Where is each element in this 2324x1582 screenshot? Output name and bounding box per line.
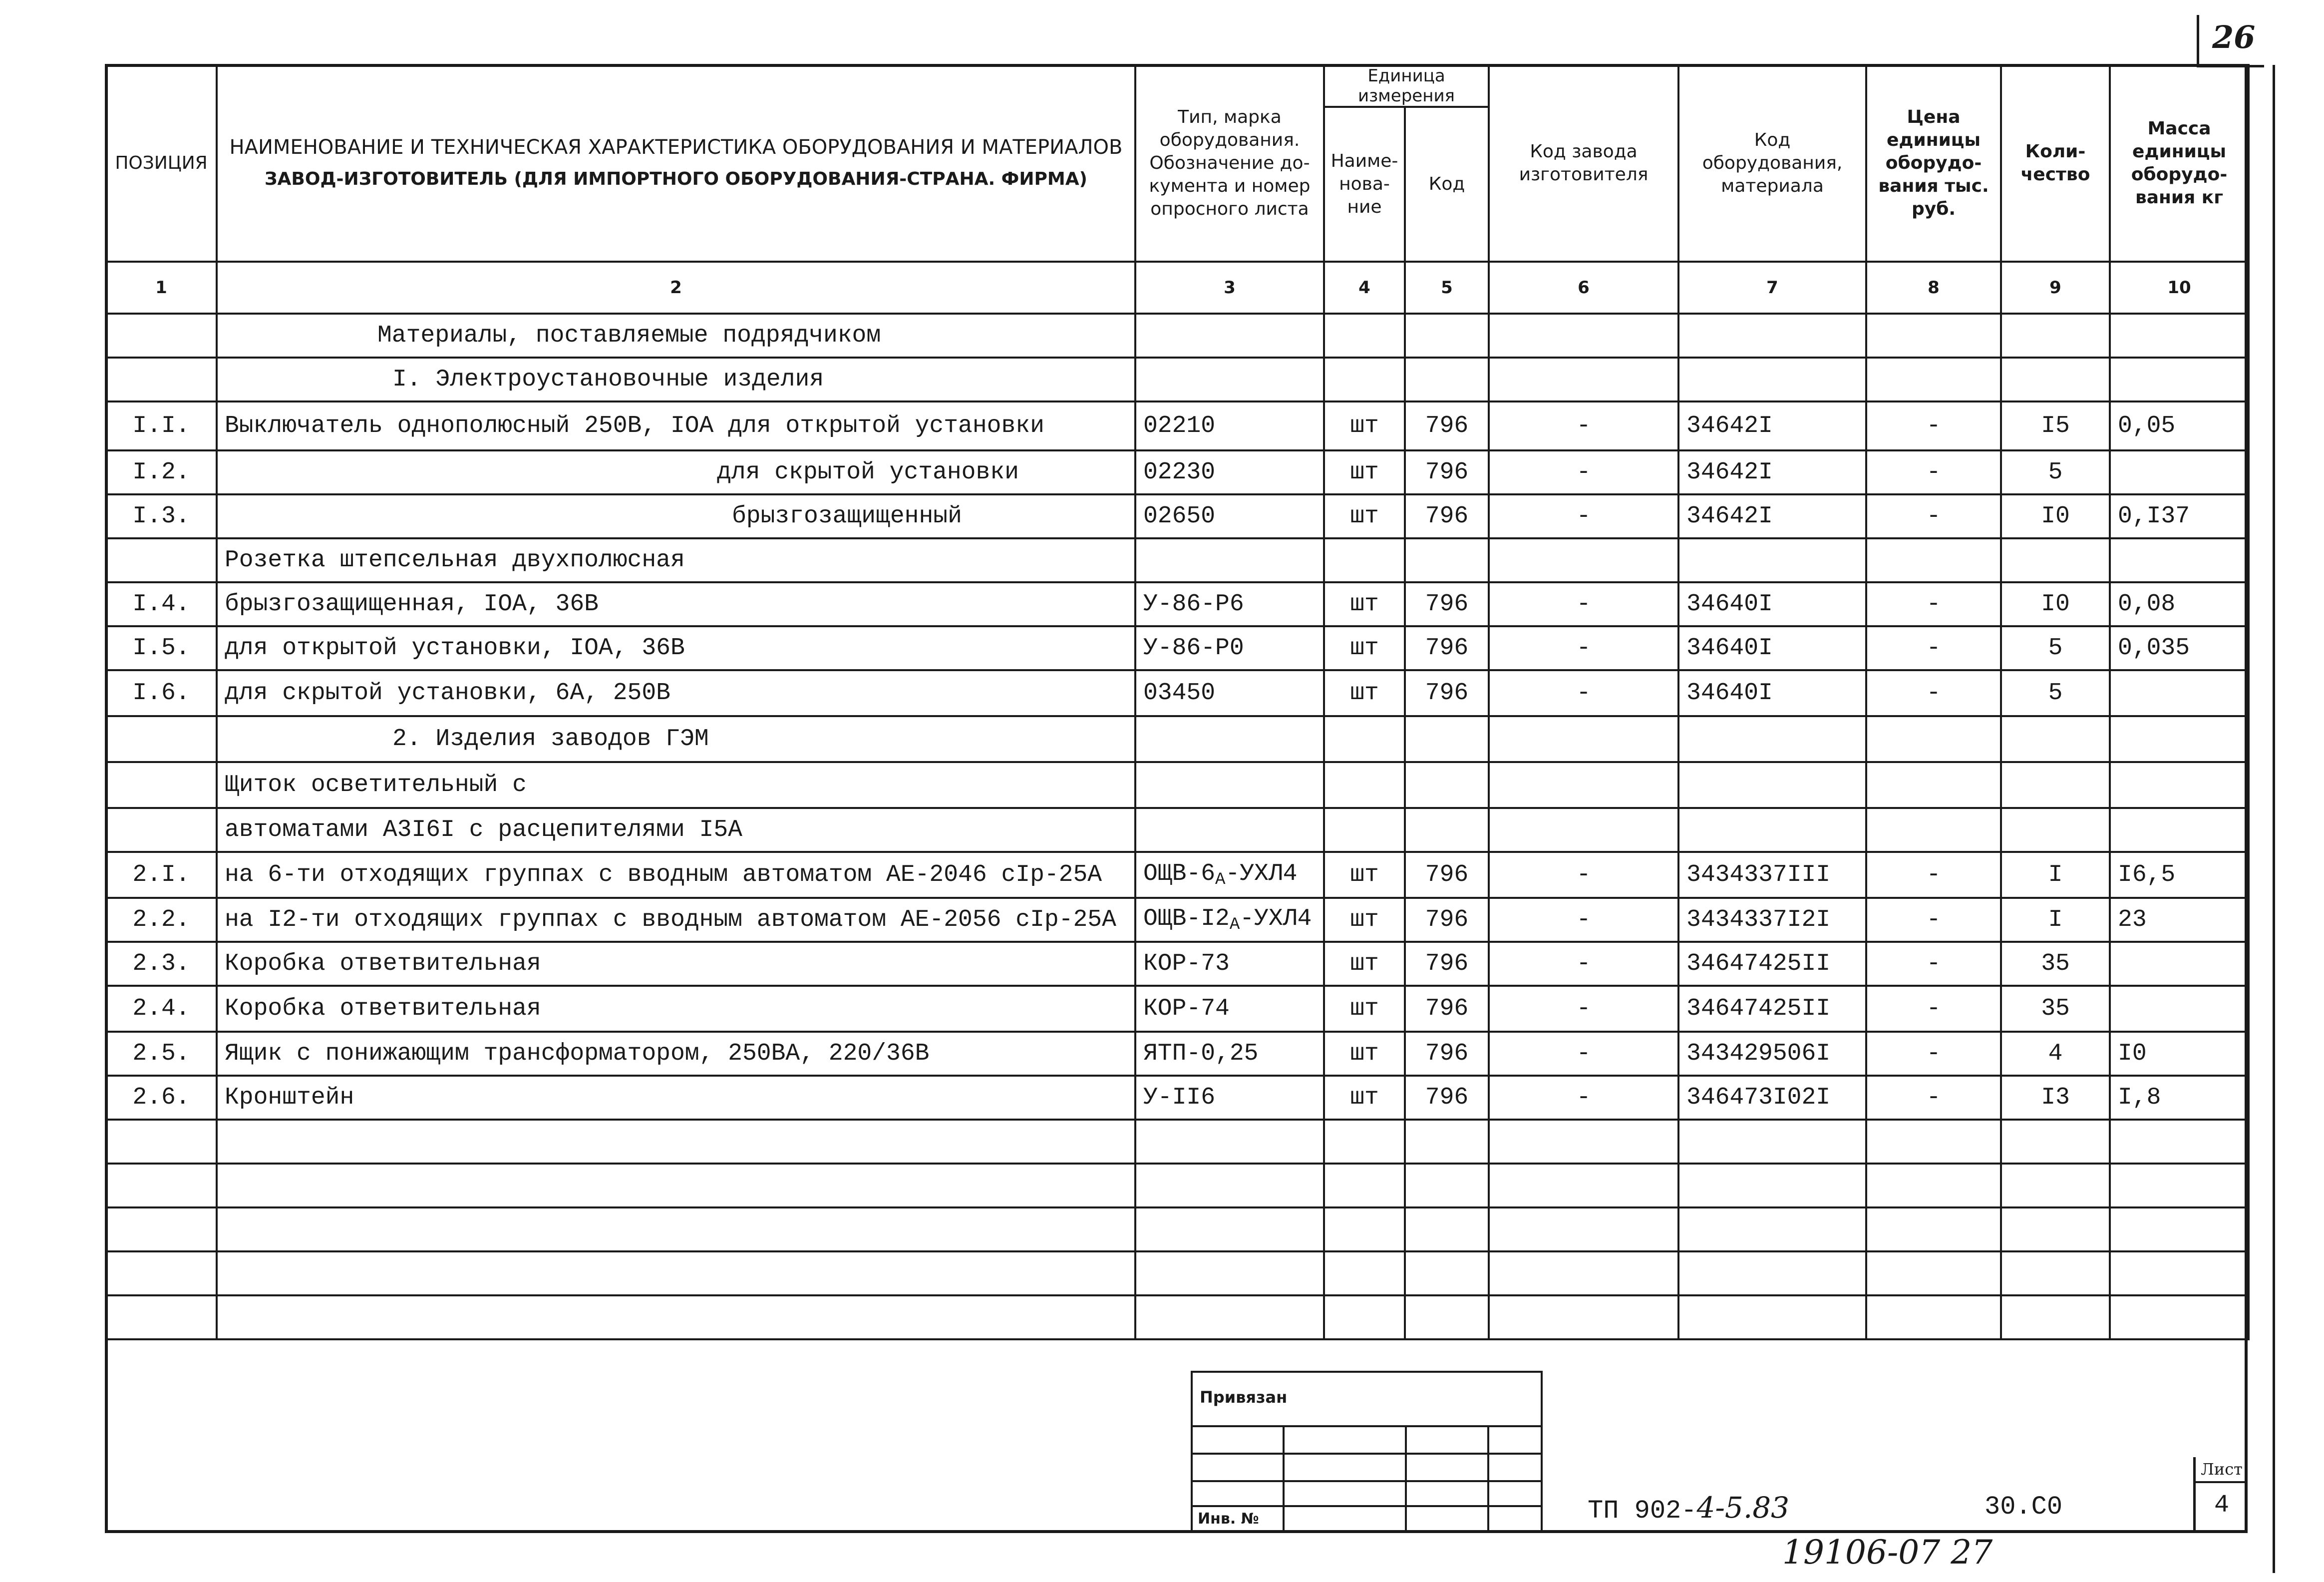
table-row [106, 942, 2249, 986]
cell-unit [1324, 538, 1405, 582]
cell-unit-code: 796 [1405, 942, 1489, 986]
cell-price: - [1866, 942, 2001, 986]
table-row [106, 582, 2249, 626]
cell-equipment-code: 34640I [1678, 626, 1866, 670]
cell-name: на 6-ти отходящих группах с вводным автоматом АЕ-2046 cIр-25А [217, 852, 1135, 898]
column-number: 7 [1678, 262, 1866, 314]
column-number: 8 [1866, 262, 2001, 314]
cell-price: - [1866, 494, 2001, 538]
cell-unit-code: 796 [1405, 898, 1489, 942]
cell-mass: I6,5 [2110, 852, 2249, 898]
cell-quantity [2001, 538, 2110, 582]
binding-stamp [1191, 1371, 1543, 1533]
cell-price: - [1866, 450, 2001, 494]
cell-unit [1324, 762, 1405, 808]
cell-factory-code [1489, 762, 1678, 808]
empty-row [106, 1251, 2249, 1295]
page-corner-box [2197, 15, 2264, 67]
header-type: Тип, марка оборудования. Обозначение до-кумента и номер опросного листа [1135, 65, 1324, 262]
cell-name: Материалы, поставляемые подрядчиком [217, 314, 1135, 358]
cell-factory-code: - [1489, 1032, 1678, 1076]
cell-unit: шт [1324, 898, 1405, 942]
cell-price: - [1866, 1076, 2001, 1120]
cell-name: для скрытой установки, 6А, 250В [217, 670, 1135, 716]
cell-factory-code [1489, 314, 1678, 358]
margin-line [2273, 65, 2275, 1573]
cell-mass: I,8 [2110, 1076, 2249, 1120]
cell-unit-code: 796 [1405, 986, 1489, 1032]
cell-factory-code [1489, 358, 1678, 401]
cell-unit-code: 796 [1405, 582, 1489, 626]
cell-position: I.2. [106, 450, 217, 494]
cell-name: Кронштейн [217, 1076, 1135, 1120]
specification-table [105, 64, 2250, 1340]
cell-equipment-code: 34640I [1678, 582, 1866, 626]
cell-price: - [1866, 401, 2001, 450]
cell-name: для скрытой установки [217, 450, 1135, 494]
header-name-line2: ЗАВОД-ИЗГОТОВИТЕЛЬ (ДЛЯ ИМПОРТНОГО ОБОРУДОВАНИЯ-СТРАНА. ФИРМА) [264, 169, 1088, 189]
cell-equipment-code: 34647425II [1678, 942, 1866, 986]
cell-type [1135, 358, 1324, 401]
header-position: ПОЗИЦИЯ [106, 65, 217, 262]
header-unit-group: Единица измерения [1324, 65, 1489, 107]
cell-equipment-code: 3434337III [1678, 852, 1866, 898]
cell-unit: шт [1324, 401, 1405, 450]
cell-price [1866, 314, 2001, 358]
cell-position: I.3. [106, 494, 217, 538]
cell-type: 02210 [1135, 401, 1324, 450]
cell-factory-code: - [1489, 898, 1678, 942]
cell-name: I. Электроустановочные изделия [217, 358, 1135, 401]
cell-price [1866, 808, 2001, 852]
cell-equipment-code: 34640I [1678, 670, 1866, 716]
section-row [106, 716, 2249, 762]
empty-row [106, 1164, 2249, 1207]
cell-price [1866, 762, 2001, 808]
cell-unit: шт [1324, 986, 1405, 1032]
cell-equipment-code: 34642I [1678, 494, 1866, 538]
cell-unit-code: 796 [1405, 450, 1489, 494]
cell-price: - [1866, 852, 2001, 898]
cell-name: Розетка штепсельная двухполюсная [217, 538, 1135, 582]
cell-position [106, 716, 217, 762]
cell-equipment-code [1678, 716, 1866, 762]
cell-type: 02230 [1135, 450, 1324, 494]
cell-position: 2.3. [106, 942, 217, 986]
cell-position: I.6. [106, 670, 217, 716]
cell-position: 2.I. [106, 852, 217, 898]
header-unit-name: Наиме-нова-ние [1324, 107, 1405, 262]
cell-factory-code: - [1489, 582, 1678, 626]
cell-mass [2110, 670, 2249, 716]
header-quantity: Коли-чество [2001, 65, 2110, 262]
type-tail: -УХЛ4 [1225, 860, 1298, 887]
cell-quantity: 4 [2001, 1032, 2110, 1076]
cell-equipment-code: 34642I [1678, 401, 1866, 450]
table-row [106, 852, 2249, 898]
sheet-number: 4 [2214, 1491, 2229, 1520]
document-code [1588, 1491, 1789, 1526]
sheet-label: Лист [2201, 1460, 2243, 1479]
cell-position: 2.6. [106, 1076, 217, 1120]
cell-name: для открытой установки, IОА, 36В [217, 626, 1135, 670]
column-number: 10 [2110, 262, 2249, 314]
cell-name: Коробка ответвительная [217, 942, 1135, 986]
cell-factory-code: - [1489, 450, 1678, 494]
cell-unit-code: 796 [1405, 401, 1489, 450]
cell-factory-code: - [1489, 494, 1678, 538]
cell-type [1135, 762, 1324, 808]
cell-price: - [1866, 986, 2001, 1032]
cell-factory-code: - [1489, 852, 1678, 898]
cell-position: 2.2. [106, 898, 217, 942]
cell-factory-code [1489, 808, 1678, 852]
cell-mass [2110, 808, 2249, 852]
cell-quantity: I [2001, 852, 2110, 898]
empty-row [106, 1295, 2249, 1339]
cell-price: - [1866, 626, 2001, 670]
column-number: 4 [1324, 262, 1405, 314]
cell-type: 02650 [1135, 494, 1324, 538]
cell-mass [2110, 314, 2249, 358]
cell-mass [2110, 538, 2249, 582]
cell-mass [2110, 716, 2249, 762]
type-subscript: А [1215, 870, 1226, 889]
column-number: 1 [106, 262, 217, 314]
cell-type [1135, 808, 1324, 852]
header-mass: Масса единицы оборудо-вания кг [2110, 65, 2249, 262]
cell-equipment-code [1678, 538, 1866, 582]
column-number: 2 [217, 262, 1135, 314]
cell-quantity: I0 [2001, 494, 2110, 538]
cell-position [106, 314, 217, 358]
column-number: 9 [2001, 262, 2110, 314]
table-row [106, 401, 2249, 450]
type-subscript: А [1229, 915, 1240, 934]
cell-type: КОР-73 [1135, 942, 1324, 986]
cell-factory-code [1489, 716, 1678, 762]
cell-unit [1324, 314, 1405, 358]
table-row [106, 538, 2249, 582]
cell-quantity: 5 [2001, 450, 2110, 494]
inventory-label: Инв. № [1198, 1510, 1259, 1528]
cell-mass [2110, 762, 2249, 808]
cell-position: 2.5. [106, 1032, 217, 1076]
cell-mass: 23 [2110, 898, 2249, 942]
empty-row [106, 1120, 2249, 1164]
cell-unit: шт [1324, 626, 1405, 670]
cell-price: - [1866, 898, 2001, 942]
cell-position: 2.4. [106, 986, 217, 1032]
cell-type: КОР-74 [1135, 986, 1324, 1032]
cell-position [106, 538, 217, 582]
cell-unit-code [1405, 358, 1489, 401]
header-factory-code: Код завода изготовителя [1489, 65, 1678, 262]
table-row [106, 626, 2249, 670]
cell-name: Ящик с понижающим трансформатором, 250ВА, 220/36В [217, 1032, 1135, 1076]
type-main: ОЩВ-I2 [1143, 905, 1230, 932]
section-row [106, 358, 2249, 401]
cell-factory-code: - [1489, 942, 1678, 986]
cell-quantity: I5 [2001, 401, 2110, 450]
column-number: 6 [1489, 262, 1678, 314]
cell-unit-code: 796 [1405, 1076, 1489, 1120]
cell-name: Щиток осветительный с [217, 762, 1135, 808]
section-row [106, 314, 2249, 358]
cell-unit-code: 796 [1405, 494, 1489, 538]
cell-equipment-code: 343429506I [1678, 1032, 1866, 1076]
column-number: 3 [1135, 262, 1324, 314]
cell-unit-code [1405, 808, 1489, 852]
cell-unit-code: 796 [1405, 670, 1489, 716]
cell-quantity: I3 [2001, 1076, 2110, 1120]
table-row [106, 494, 2249, 538]
document-code-print: ТП 902- [1588, 1496, 1697, 1526]
table-row [106, 1076, 2249, 1120]
cell-unit: шт [1324, 1076, 1405, 1120]
document-code-hand: 4-5.83 [1696, 1491, 1790, 1525]
cell-unit-code [1405, 762, 1489, 808]
cell-quantity: 5 [2001, 626, 2110, 670]
cell-mass [2110, 450, 2249, 494]
cell-quantity [2001, 808, 2110, 852]
cell-type [1135, 314, 1324, 358]
cell-factory-code: - [1489, 670, 1678, 716]
handwritten-number: 19106-07 27 [1782, 1533, 1993, 1572]
cell-unit-code [1405, 716, 1489, 762]
table-row [106, 986, 2249, 1032]
cell-mass [2110, 942, 2249, 986]
cell-quantity: I0 [2001, 582, 2110, 626]
cell-quantity: 35 [2001, 942, 2110, 986]
column-number: 5 [1405, 262, 1489, 314]
cell-position [106, 358, 217, 401]
cell-price [1866, 538, 2001, 582]
cell-type: У-II6 [1135, 1076, 1324, 1120]
cell-price [1866, 716, 2001, 762]
page-corner-number: 26 [2212, 19, 2256, 55]
cell-quantity [2001, 762, 2110, 808]
cell-mass: 0,05 [2110, 401, 2249, 450]
cell-price: - [1866, 670, 2001, 716]
cell-name: на I2-ти отходящих группах с вводным автоматом АЕ-2056 cIр-25А [217, 898, 1135, 942]
cell-mass: 0,I37 [2110, 494, 2249, 538]
table-row [106, 762, 2249, 808]
empty-row [106, 1207, 2249, 1251]
cell-name: брызгозащищенная, IОА, 36В [217, 582, 1135, 626]
cell-name: Коробка ответвительная [217, 986, 1135, 1032]
table-row [106, 898, 2249, 942]
type-main: ОЩВ-6 [1143, 860, 1216, 887]
cell-equipment-code: 3434337I2I [1678, 898, 1866, 942]
cell-quantity [2001, 314, 2110, 358]
cell-name: автоматами А3I6I с расцепителями I5А [217, 808, 1135, 852]
cell-name: брызгозащищенный [217, 494, 1135, 538]
header-name [217, 65, 1135, 262]
cell-mass [2110, 358, 2249, 401]
type-tail: -УХЛ4 [1240, 905, 1312, 932]
cell-price [1866, 358, 2001, 401]
cell-position: I.5. [106, 626, 217, 670]
cell-factory-code: - [1489, 626, 1678, 670]
cell-price: - [1866, 1032, 2001, 1076]
cell-equipment-code: 34647425II [1678, 986, 1866, 1032]
cell-mass: I0 [2110, 1032, 2249, 1076]
cell-type [1135, 898, 1324, 942]
cell-type [1135, 852, 1324, 898]
cell-type: 03450 [1135, 670, 1324, 716]
cell-quantity [2001, 358, 2110, 401]
cell-position [106, 762, 217, 808]
sheet-box [2193, 1457, 2248, 1533]
cell-factory-code: - [1489, 986, 1678, 1032]
cell-factory-code [1489, 538, 1678, 582]
cell-quantity: I [2001, 898, 2110, 942]
cell-unit: шт [1324, 450, 1405, 494]
cell-mass: 0,08 [2110, 582, 2249, 626]
header-name-line1: НАИМЕНОВАНИЕ И ТЕХНИЧЕСКАЯ ХАРАКТЕРИСТИКА ОБОРУДОВАНИЯ И МАТЕРИАЛОВ [229, 136, 1123, 159]
table-row [106, 1032, 2249, 1076]
cell-unit [1324, 808, 1405, 852]
cell-equipment-code: 34642I [1678, 450, 1866, 494]
header-price: Цена единицы оборудо-вания тыс. руб. [1866, 65, 2001, 262]
cell-type: ЯТП-0,25 [1135, 1032, 1324, 1076]
header-unit-code: Код [1405, 107, 1489, 262]
cell-type: У-86-Р0 [1135, 626, 1324, 670]
column-numbers-row [106, 262, 2249, 314]
cell-unit: шт [1324, 852, 1405, 898]
cell-unit: шт [1324, 494, 1405, 538]
cell-type [1135, 538, 1324, 582]
table-row [106, 670, 2249, 716]
cell-position: I.I. [106, 401, 217, 450]
cell-quantity: 35 [2001, 986, 2110, 1032]
cell-price: - [1866, 582, 2001, 626]
header-equipment-code: Код оборудования, материала [1678, 65, 1866, 262]
cell-position: I.4. [106, 582, 217, 626]
cell-unit: шт [1324, 942, 1405, 986]
cell-name: 2. Изделия заводов ГЭМ [217, 716, 1135, 762]
cell-unit: шт [1324, 1032, 1405, 1076]
cell-mass: 0,035 [2110, 626, 2249, 670]
attached-label: Привязан [1200, 1388, 1288, 1407]
cell-unit [1324, 716, 1405, 762]
cell-equipment-code [1678, 762, 1866, 808]
cell-equipment-code [1678, 314, 1866, 358]
cell-equipment-code [1678, 808, 1866, 852]
cell-unit-code [1405, 314, 1489, 358]
cell-equipment-code [1678, 358, 1866, 401]
cell-factory-code: - [1489, 1076, 1678, 1120]
cell-unit-code: 796 [1405, 852, 1489, 898]
cell-position [106, 808, 217, 852]
cell-equipment-code: 346473I02I [1678, 1076, 1866, 1120]
section-code: 30.С0 [1985, 1492, 2063, 1522]
table-row [106, 450, 2249, 494]
cell-unit: шт [1324, 670, 1405, 716]
cell-unit-code [1405, 538, 1489, 582]
table-row [106, 808, 2249, 852]
cell-type: У-86-Р6 [1135, 582, 1324, 626]
cell-unit [1324, 358, 1405, 401]
cell-type [1135, 716, 1324, 762]
cell-unit-code: 796 [1405, 626, 1489, 670]
cell-unit-code: 796 [1405, 1032, 1489, 1076]
cell-quantity [2001, 716, 2110, 762]
cell-name: Выключатель однополюсный 250В, IОА для открытой установки [217, 401, 1135, 450]
cell-quantity: 5 [2001, 670, 2110, 716]
cell-mass [2110, 986, 2249, 1032]
cell-factory-code: - [1489, 401, 1678, 450]
cell-unit: шт [1324, 582, 1405, 626]
